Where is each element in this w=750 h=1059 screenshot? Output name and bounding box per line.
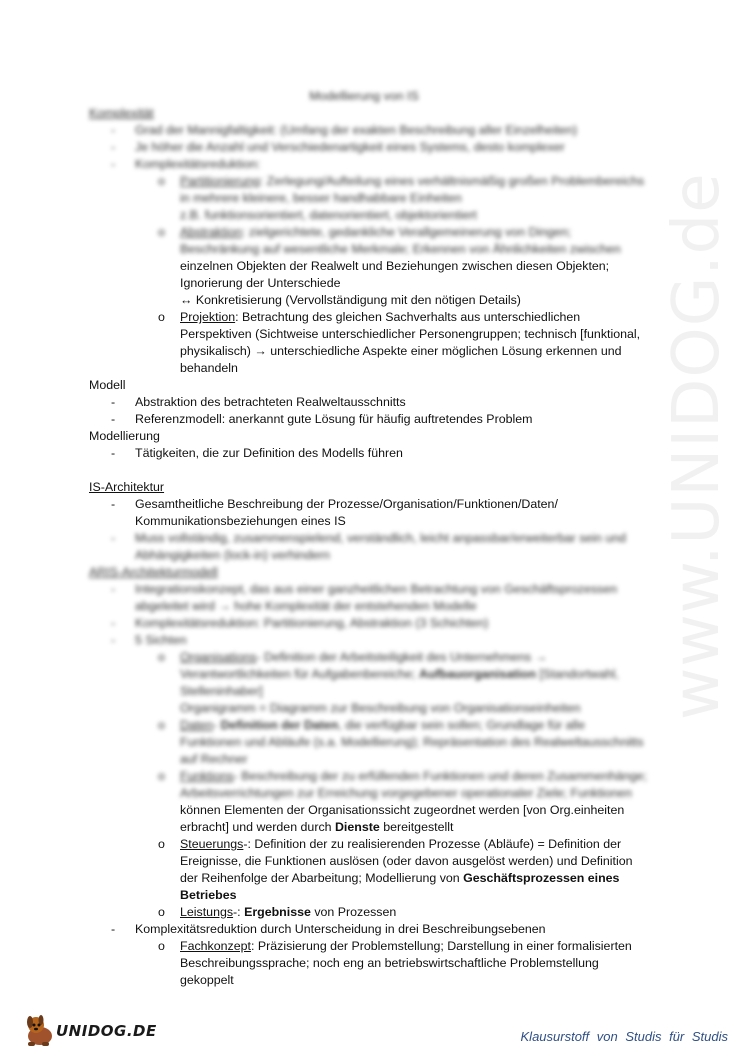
- sub-list-item-leistungs: o Leistungs-: Ergebnisse von Prozessen: [158, 905, 397, 919]
- text-line: Organigramm = Diagramm zur Beschreibung von Organisationseinheiten: [180, 701, 581, 715]
- text-line: erbracht] und werden durch Dienste bereitgestellt: [180, 820, 454, 834]
- list-item: - Referenzmodell: anerkannt gute Lösung für häufig auftretendes Problem: [111, 412, 533, 426]
- list-item: - Komplexitätsreduktion: Partitionierung, Abstraktion (3 Schichten): [111, 616, 489, 630]
- text-line: z.B. funktionsorientiert, datenorientiert, objektorientiert: [180, 208, 477, 222]
- list-item: - Integrationskonzept, das aus einer ganzheitlichen Betrachtung von Geschäftsprozessen: [111, 582, 618, 596]
- sub-list-item-partitionierung: o Partitionierung: Zerlegung/Aufteilung eines verhältnismäßig großen Problembereichs: [158, 174, 645, 188]
- text-line: können Elementen der Organisationssicht zugeordnet werden [von Org.einheiten: [180, 803, 625, 817]
- list-item: - Gesamtheitliche Beschreibung der Prozesse/Organisation/Funktionen/Daten/: [111, 497, 558, 511]
- sub-list-item-daten: o Daten- Definition der Daten, die verfügbar sein sollen; Grundlage für alle: [158, 718, 585, 732]
- text-line: auf Rechner: [180, 752, 248, 766]
- list-item: - Tätigkeiten, die zur Definition des Modells führen: [111, 446, 403, 460]
- text-line: der Reihenfolge der Abarbeitung; Modellierung von Geschäftsprozessen eines: [180, 871, 620, 885]
- heading-komplexitaet: Komplexität: [89, 106, 154, 120]
- sub-list-item-organisation: o Organisations- Definition der Arbeitsteiligkeit des Unternehmens →: [158, 650, 548, 664]
- text-line: ↔ Konkretisierung (Vervollständigung mit den nötigen Details): [180, 293, 521, 307]
- sub-list-item-funktions: o Funktions- Beschreibung der zu erfüllenden Funktionen und deren Zusammenhänge;: [158, 769, 648, 783]
- heading-aris: ARIS-Architekturmodell: [89, 565, 218, 579]
- text-line: gekoppelt: [180, 973, 234, 987]
- text-line: Stelleninhaber]: [180, 684, 263, 698]
- text-line: Ereignisse, die Funktionen auslösen (oder davon ausgelöst werden) und Definition: [180, 854, 633, 868]
- text-line: Beschreibungssprache; noch eng an betriebswirtschaftliche Problemstellung: [180, 956, 599, 970]
- text-line: Arbeitsverrichtungen zur Erreichung vorgegebener operationaler Ziele; Funktionen: [180, 786, 632, 800]
- dog-mascot-icon: [24, 1012, 60, 1048]
- watermark: www.UNIDOG.de: [660, 172, 734, 720]
- text-line: Kommunikationsbeziehungen eines IS: [135, 514, 346, 528]
- logo-text: UNIDOG.DE: [56, 1022, 157, 1040]
- heading-is-architektur: IS-Architektur: [89, 480, 165, 494]
- text-line: Ignorierung der Unterschiede: [180, 276, 341, 290]
- list-item: - Muss vollständig, zusammenspielend, verständlich, leicht anpassbar/erweiterbar sein und: [111, 531, 627, 545]
- text-line: Betriebes: [180, 888, 237, 902]
- list-item: - 5 Sichten: [111, 633, 187, 647]
- unidog-logo[interactable]: [24, 1012, 157, 1048]
- list-item: - Abstraktion des betrachteten Realweltausschnitts: [111, 395, 406, 409]
- text-line: behandeln: [180, 361, 238, 375]
- sub-list-item-abstraktion: o Abstraktion: zielgerichtete, gedankliche Verallgemeinerung von Dingen;: [158, 225, 572, 239]
- document-title: Modellierung von IS: [309, 89, 419, 103]
- sub-list-item-fachkonzept: o Fachkonzept: Präzisierung der Problemstellung; Darstellung in einer formalisierten: [158, 939, 632, 953]
- text-line: in mehrere kleinere, besser handhabbare Einheiten: [180, 191, 462, 205]
- document-body: [89, 88, 659, 989]
- sub-list-item-steuerungs: o Steuerungs-: Definition der zu realisierenden Prozesse (Abläufe) = Definition der: [158, 837, 622, 851]
- text-line: Abhängigkeiten (lock-in) verhindern: [135, 548, 330, 562]
- list-item: - Komplexitätsreduktion durch Unterscheidung in drei Beschreibungsebenen: [111, 922, 546, 936]
- text-line: physikalisch) → unterschiedliche Aspekte einer möglichen Lösung erkennen und: [180, 344, 622, 358]
- list-item: - Komplexitätsreduktion:: [111, 157, 261, 171]
- text-line: Beschränkung auf wesentliche Merkmale; Erkennen von Ähnlichkeiten zwischen: [180, 242, 621, 256]
- text-line: Perspektiven (Sichtweise unterschiedlicher Personengruppen; technisch [funktional,: [180, 327, 641, 341]
- sub-list-item-projektion: o Projektion: Betrachtung des gleichen Sachverhalts aus unterschiedlichen: [158, 310, 581, 324]
- list-item: - Je höher die Anzahl und Verschiedenartigkeit eines Systems, desto komplexer: [111, 140, 565, 154]
- text-line: Verantwortlichkeiten für Aufgabenbereiche; Aufbauorganisation [Standortwahl,: [180, 667, 619, 681]
- text-line: einzelnen Objekten der Realwelt und Beziehungen zwischen diesen Objekten;: [180, 259, 610, 273]
- text-line: Funktionen und Abläufe (s.a. Modellierung); Repräsentation des Realweltausschnitts: [180, 735, 644, 749]
- heading-modell: Modell: [89, 378, 126, 392]
- footer-slogan: Klausurstoff von Studis für Studis: [520, 1029, 728, 1044]
- heading-modellierung: Modellierung: [89, 429, 160, 443]
- list-item: - Grad der Mannigfaltigkeit: (Umfang der exakten Beschreibung aller Einzelheiten): [111, 123, 578, 137]
- text-line: abgeleitet wird → hohe Komplexität der entstehenden Modelle: [135, 599, 477, 613]
